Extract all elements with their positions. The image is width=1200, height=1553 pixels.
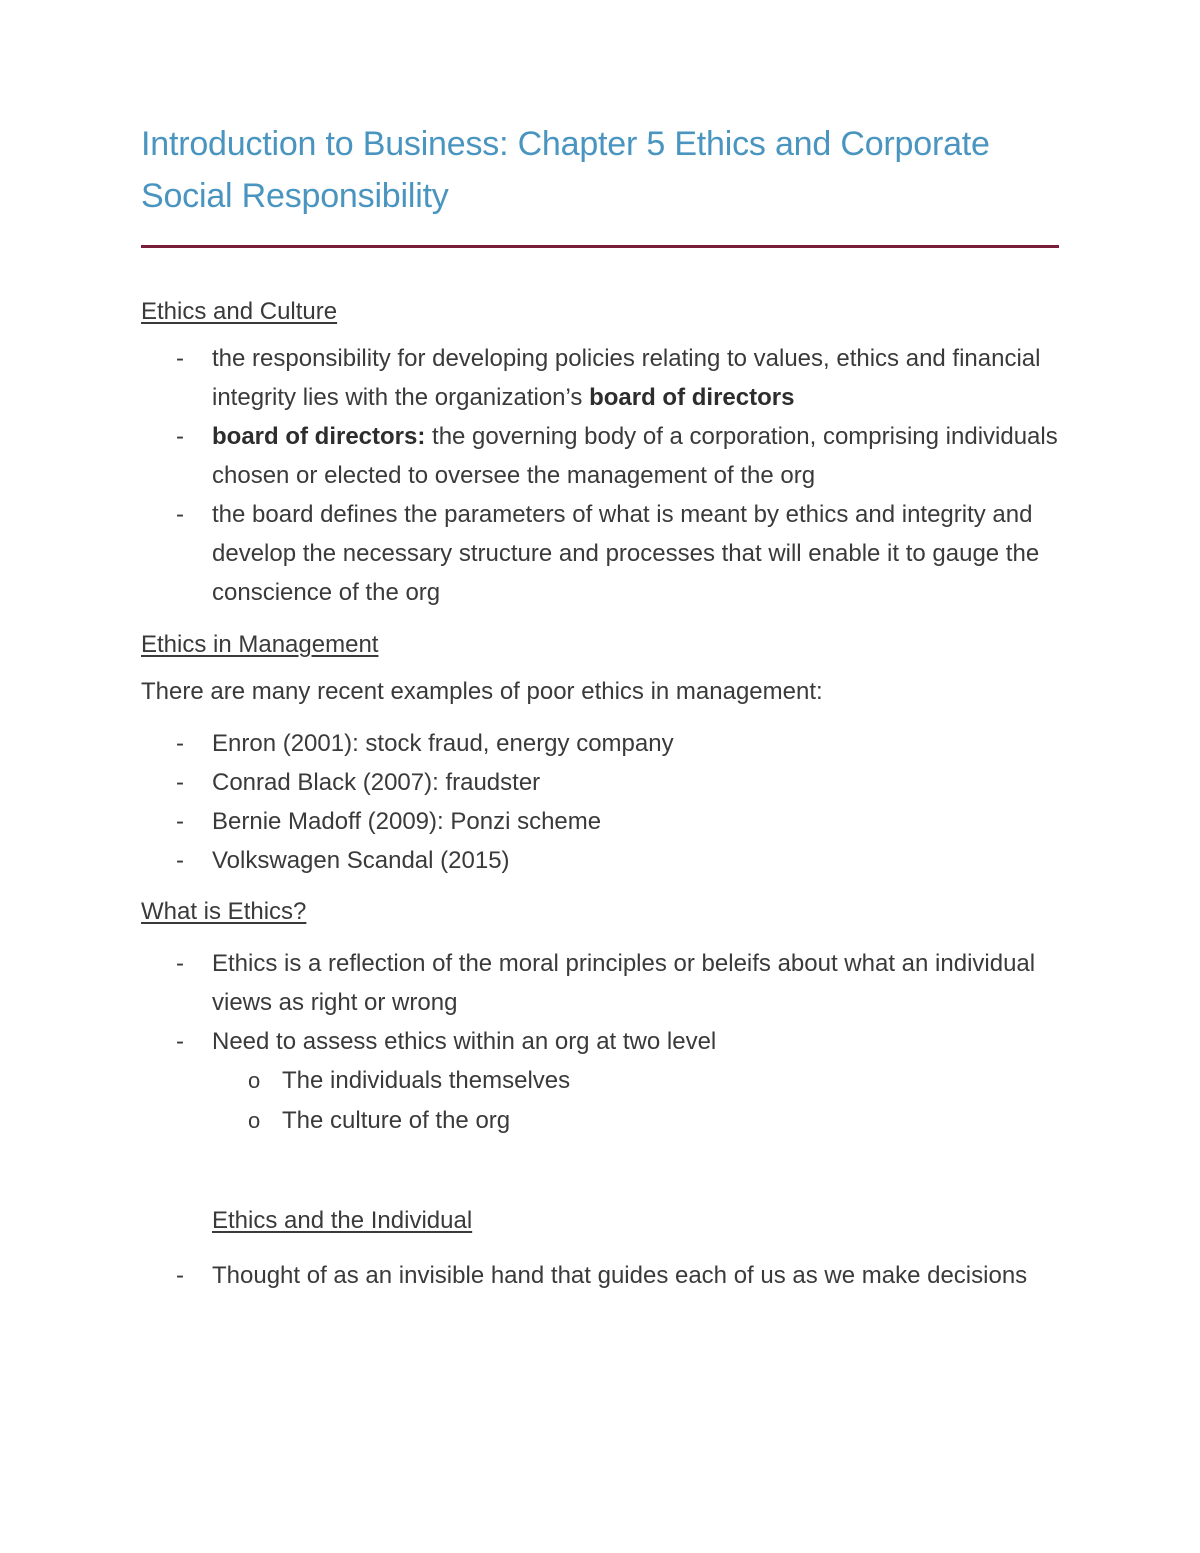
ethics-culture-list bbox=[141, 339, 1059, 612]
document-page bbox=[141, 118, 1059, 1289]
ethics-management-intro: There are many recent examples of poor ethics in management: bbox=[141, 678, 823, 705]
list-item-text: Enron (2001): stock fraud, energy company bbox=[212, 730, 674, 757]
sub-list-item bbox=[212, 1061, 1059, 1101]
dash-bullet-icon: - bbox=[176, 345, 184, 372]
circle-bullet-icon: o bbox=[248, 1068, 261, 1093]
section-ethics-individual bbox=[212, 1207, 1059, 1235]
list-item-bold: board of directors bbox=[589, 384, 795, 411]
sub-list-item-text: The culture of the org bbox=[282, 1107, 511, 1134]
list-item bbox=[141, 495, 1059, 612]
list-item-text: Need to assess ethics within an org at two level bbox=[212, 1028, 717, 1055]
section-what-is-ethics bbox=[141, 898, 1059, 1141]
dash-bullet-icon: - bbox=[176, 501, 184, 528]
list-item-text: the board defines the parameters of what is meant by ethics and integrity and develop the necessary structure and processes that will enable it to gauge the conscience of the org bbox=[212, 501, 1040, 606]
list-item bbox=[141, 841, 1059, 880]
dash-bullet-icon: - bbox=[176, 1028, 184, 1055]
list-item-text: Bernie Madoff (2009): Ponzi scheme bbox=[212, 808, 602, 835]
dash-bullet-icon: - bbox=[176, 769, 184, 796]
dash-bullet-icon: - bbox=[176, 1262, 184, 1289]
sub-list bbox=[212, 1061, 1059, 1141]
section-ethics-culture bbox=[141, 298, 1059, 612]
ethics-management-list bbox=[141, 724, 1059, 880]
list-item-text: Conrad Black (2007): fraudster bbox=[212, 769, 541, 796]
list-item bbox=[141, 1256, 1059, 1295]
sub-list-item-text: The individuals themselves bbox=[282, 1067, 571, 1094]
what-is-ethics-list bbox=[141, 944, 1059, 1141]
dash-bullet-icon: - bbox=[176, 950, 184, 977]
dash-bullet-icon: - bbox=[176, 730, 184, 757]
section-heading-what-is-ethics: What is Ethics? bbox=[141, 898, 307, 925]
list-item bbox=[141, 802, 1059, 841]
circle-bullet-icon: o bbox=[248, 1108, 261, 1133]
list-item-text: the governing body of a corporation, comprising individuals chosen or elected to oversee the management of the org bbox=[212, 423, 1058, 489]
list-item-text: the responsibility for developing policies relating to values, ethics and financial integrity lies with the organization’s bbox=[212, 345, 1041, 411]
title-divider bbox=[141, 245, 1059, 248]
list-item bbox=[141, 339, 1059, 417]
dash-bullet-icon: - bbox=[176, 808, 184, 835]
list-item-text: Volkswagen Scandal (2015) bbox=[212, 847, 510, 874]
dash-bullet-icon: - bbox=[176, 847, 184, 874]
list-item-bold: board of directors: bbox=[212, 423, 426, 450]
section-ethics-individual-body bbox=[141, 1256, 1059, 1295]
section-heading-ethics-culture: Ethics and Culture bbox=[141, 298, 338, 325]
list-item bbox=[141, 944, 1059, 1022]
list-item-text: Ethics is a reflection of the moral principles or beleifs about what an individual views as right or wrong bbox=[212, 950, 1036, 1016]
list-item bbox=[141, 417, 1059, 495]
list-item bbox=[141, 724, 1059, 763]
list-item-text: Thought of as an invisible hand that guides each of us as we make decisions bbox=[212, 1262, 1028, 1289]
sub-list-item bbox=[212, 1101, 1059, 1141]
ethics-individual-list bbox=[141, 1256, 1059, 1295]
section-heading-ethics-management: Ethics in Management bbox=[141, 631, 379, 658]
dash-bullet-icon: - bbox=[176, 423, 184, 450]
page-title: Introduction to Business: Chapter 5 Ethics and Corporate Social Responsibility bbox=[141, 125, 990, 215]
section-heading-ethics-individual: Ethics and the Individual bbox=[212, 1207, 473, 1234]
list-item bbox=[141, 763, 1059, 802]
section-ethics-management bbox=[141, 631, 1059, 880]
list-item bbox=[141, 1022, 1059, 1141]
